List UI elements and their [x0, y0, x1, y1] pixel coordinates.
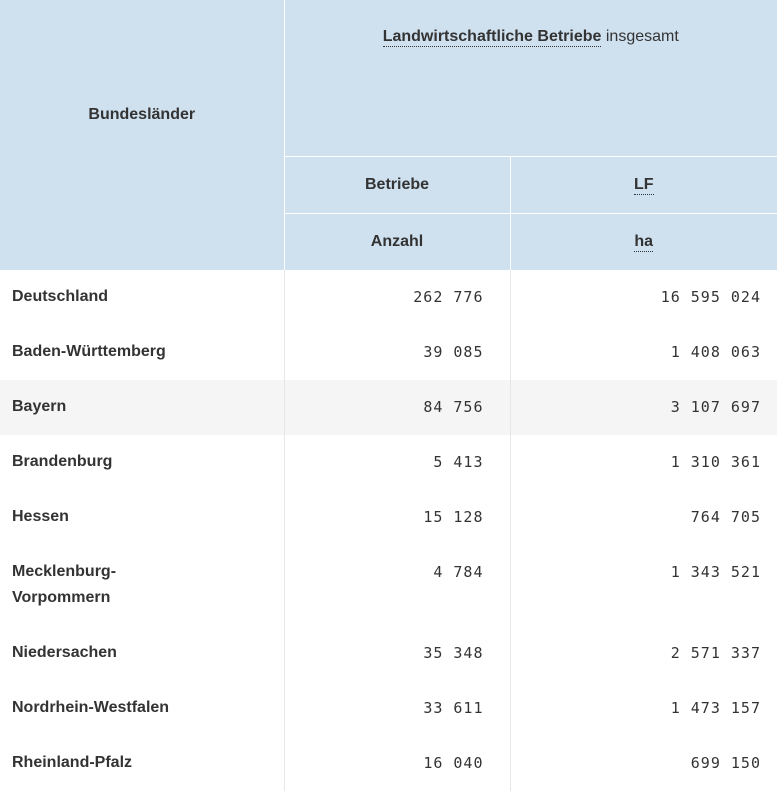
row-lf: 3 107 697: [510, 380, 777, 435]
row-betriebe: 16 040: [284, 736, 510, 791]
row-lf: 699 150: [510, 736, 777, 791]
table-row: [0, 490, 777, 545]
ha-abbreviation[interactable]: ha: [634, 233, 654, 250]
row-name: Baden-Württemberg: [12, 343, 166, 360]
row-lf: 764 705: [510, 490, 777, 545]
row-betriebe: 35 348: [284, 626, 510, 681]
table-row: [0, 626, 777, 681]
header-group-rest: insgesamt: [601, 28, 679, 45]
row-lf: 1 343 521: [510, 545, 777, 626]
lf-abbreviation[interactable]: LF: [633, 176, 654, 193]
table-row: [0, 545, 777, 626]
header-lf: [510, 157, 777, 214]
table-row: [0, 325, 777, 380]
row-name: Nordrhein-Westfalen: [12, 699, 170, 716]
unit-ha: [510, 214, 777, 271]
row-betriebe: 4 784: [284, 545, 510, 626]
betriebe-definition-link[interactable]: Landwirtschaftliche Betriebe: [382, 28, 602, 45]
row-lf: 1 310 361: [510, 435, 777, 490]
row-name: Rheinland-Pfalz: [12, 754, 133, 771]
row-lf: 1 408 063: [510, 325, 777, 380]
row-name: Bayern: [0, 380, 284, 435]
table-row: [0, 380, 777, 435]
row-betriebe: 15 128: [284, 490, 510, 545]
row-betriebe: 5 413: [284, 435, 510, 490]
row-name: Deutschland: [12, 288, 109, 305]
row-lf: 2 571 337: [510, 626, 777, 681]
row-name: Niedersachen: [12, 644, 117, 661]
row-betriebe: 262 776: [284, 270, 510, 325]
row-name: Brandenburg: [12, 453, 113, 470]
table-row: [0, 736, 777, 791]
row-betriebe: 39 085: [284, 325, 510, 380]
row-lf: 16 595 024: [510, 270, 777, 325]
row-betriebe: 84 756: [284, 380, 510, 435]
unit-anzahl: Anzahl: [284, 214, 510, 271]
table-row: [0, 681, 777, 736]
row-name: Hessen: [12, 508, 69, 525]
table-row: [0, 270, 777, 325]
row-lf: 1 473 157: [510, 681, 777, 736]
header-bundeslaender: Bundesländer: [0, 0, 284, 270]
row-name: Mecklenburg- Vorpommern: [12, 563, 117, 606]
row-betriebe: 33 611: [284, 681, 510, 736]
header-betriebe: Betriebe: [284, 157, 510, 214]
header-group: [284, 0, 777, 157]
table-row: [0, 435, 777, 490]
